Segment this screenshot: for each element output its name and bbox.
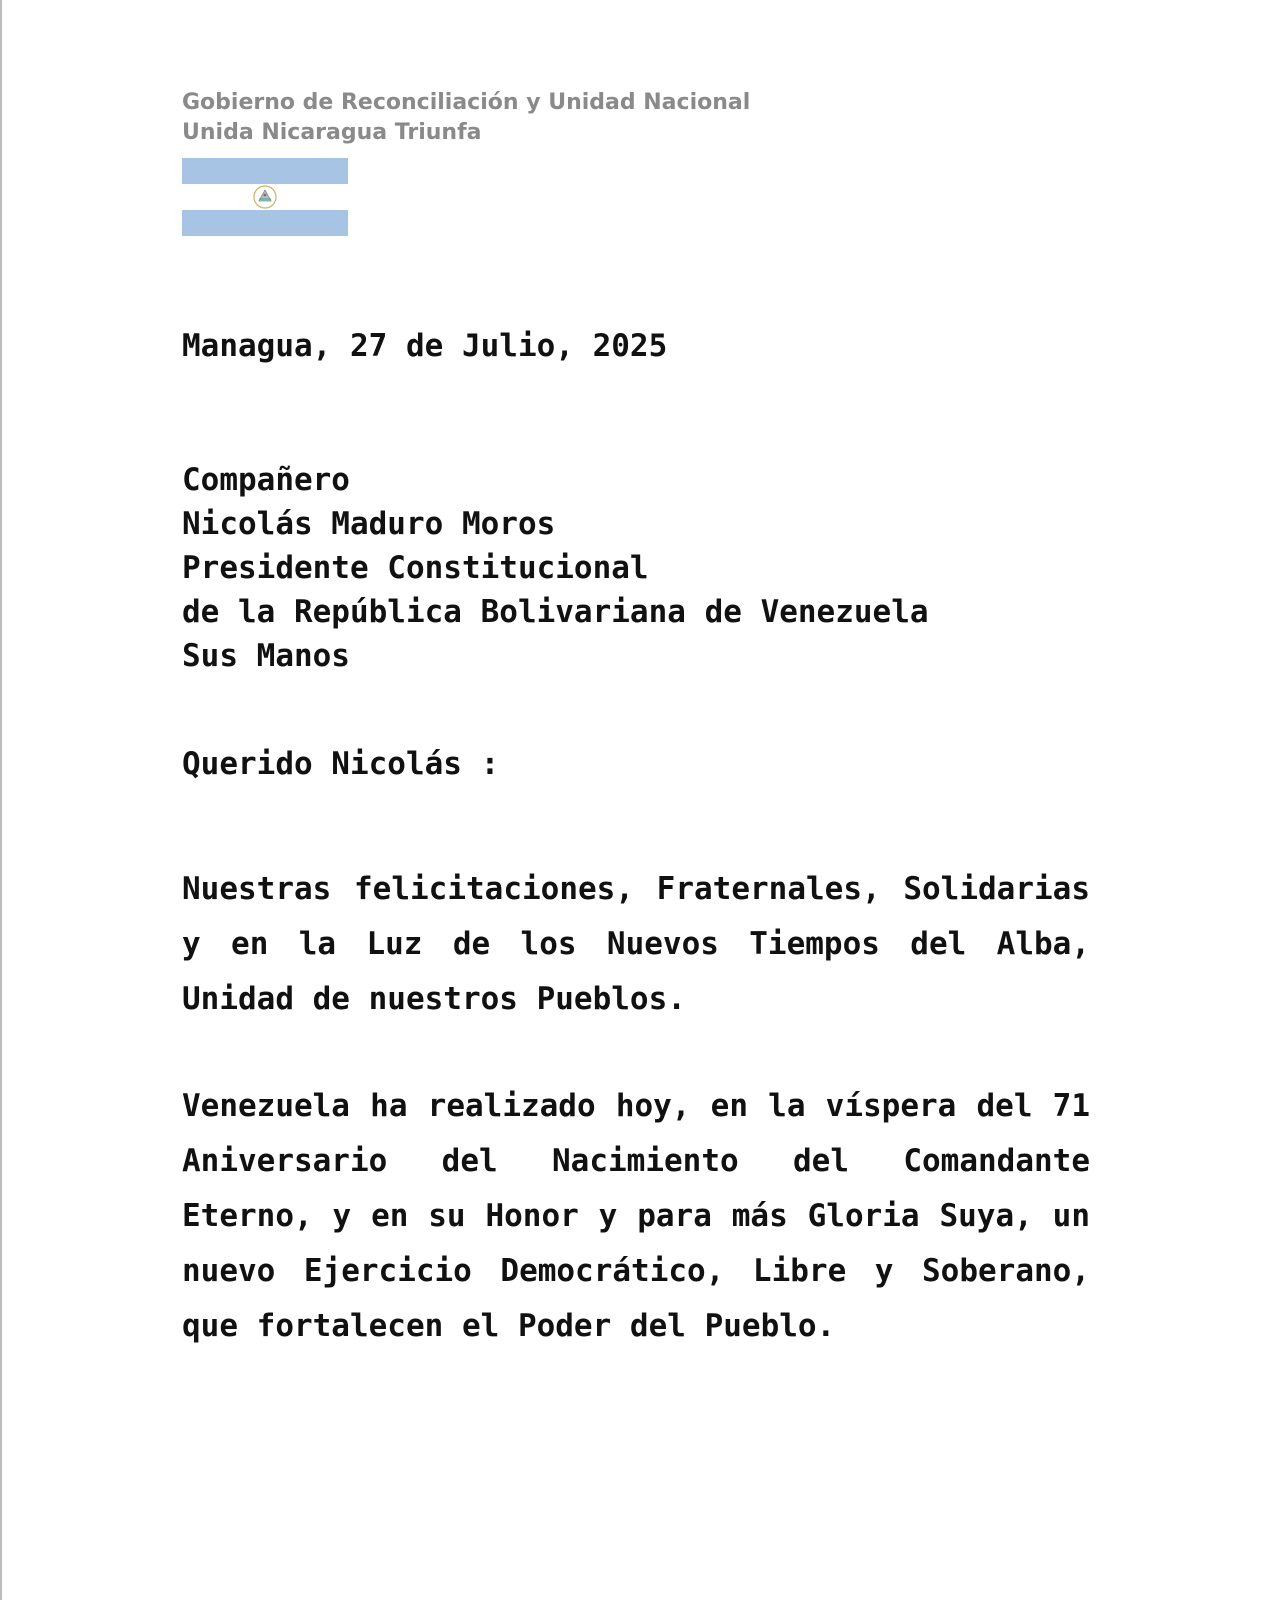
recipient-line: Sus Manos bbox=[182, 638, 350, 674]
letterhead-government-name: Gobierno de Reconciliación y Unidad Nacional bbox=[182, 90, 751, 115]
recipient-line: Presidente Constitucional bbox=[182, 550, 649, 586]
letterhead bbox=[182, 88, 750, 148]
recipient-block bbox=[182, 458, 929, 678]
coat-of-arms-icon bbox=[252, 184, 278, 210]
letterhead-slogan: Unida Nicaragua Triunfa bbox=[182, 120, 482, 145]
recipient-line: Nicolás Maduro Moros bbox=[182, 506, 556, 542]
recipient-line: de la República Bolivariana de Venezuela bbox=[182, 594, 929, 630]
body-paragraph: Venezuela ha realizado hoy, en la víspera del 71 Aniversario del Nacimiento del Comandante Eterno, y en su Honor y para más Gloria Suya, un nuevo Ejercicio Democrático, Libre y Soberano, que fortalecen el Poder del Pueblo. bbox=[182, 1088, 1090, 1344]
nicaragua-flag-icon bbox=[182, 158, 348, 236]
flag-band-top bbox=[182, 158, 348, 184]
body-paragraph: Nuestras felicitaciones, Fraternales, Solidarias y en la Luz de los Nuevos Tiempos del Alba, Unidad de nuestros Pueblos. bbox=[182, 871, 1090, 1017]
recipient-line: Compañero bbox=[182, 462, 350, 498]
salutation: Querido Nicolás : bbox=[182, 746, 500, 782]
letter-date: Managua, 27 de Julio, 2025 bbox=[182, 328, 668, 364]
flag-band-bottom bbox=[182, 210, 348, 236]
